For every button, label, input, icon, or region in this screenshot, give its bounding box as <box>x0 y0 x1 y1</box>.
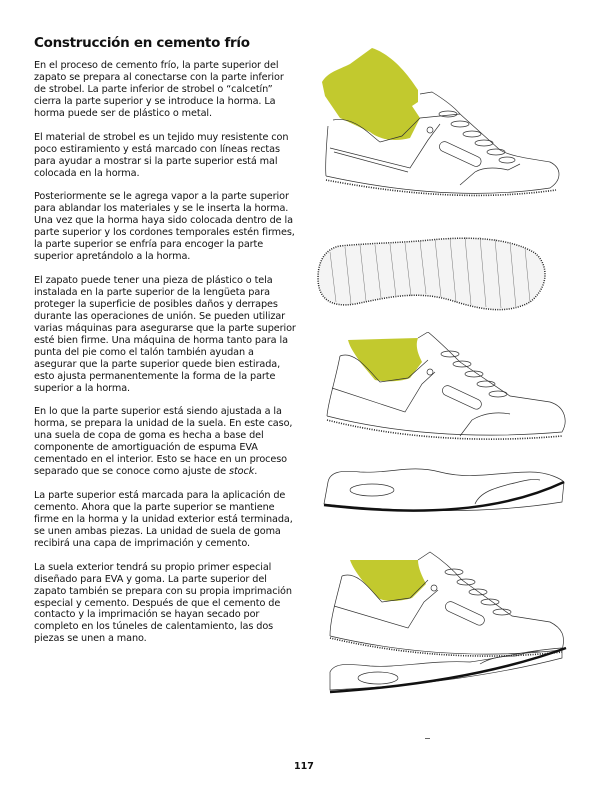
paragraph: El zapato puede tener una pieza de plástico o tela instalada en la parte superior de la lengüeta para proteger la superficie de posibles daños y derrapes durante las operaciones de unión. Se pueden utilizar varias máquinas para asegurarse que la parte superior esté bien firme. Una máquina de horma tanto para la punta del pie como el talón también ayudan a asegurar que la parte superior quede bien estirada, esto ajusta permanentemente la forma de la parte superior a la horma. <box>34 274 296 394</box>
paragraph: Posteriormente se le agrega vapor a la parte superior para ablandar los materiales y se le inserta la horma. Una vez que la horma haya sido colocada dentro de la parte superior y los cordones temporales estén firmes, la parte superior se enfría para encoger la parte superior apretándolo a la horma. <box>34 191 295 263</box>
italic-term: stock <box>229 466 255 478</box>
paragraph: La suela exterior tendrá su propio primer especial diseñado para EVA y goma. La parte superior del zapato también se prepara con su propia imprimación especial y cemento. Después de que el cemento de contacto y la imprimación se hayan secado por completo en los túneles de calentamiento, las dos piezas se unen a mano. <box>34 561 292 645</box>
shoe-upper-with-last-illustration <box>300 40 590 210</box>
body-text-column <box>34 60 296 657</box>
upper-above-sole-unit-illustration <box>300 332 590 532</box>
upper-joined-to-sole-illustration <box>300 540 590 710</box>
strobel-sole-illustration <box>300 218 590 328</box>
page-mark <box>425 738 430 739</box>
paragraph: La parte superior está marcada para la aplicación de cemento. Ahora que la parte superior se mantiene firme en la horma y la unidad exterior está terminada, se unen ambas piezas. La unidad de suela de goma recibirá una capa de imprimación y cemento. <box>34 490 293 549</box>
paragraph: El material de strobel es un tejido muy resistente con poco estiramiento y está marcado con líneas rectas para ayudar a mostrar si la parte superior está mal colocada en la horma. <box>34 131 289 179</box>
illustrations-column <box>300 40 590 740</box>
paragraph-text: En lo que la parte superior está siendo ajustada a la horma, se prepara la unidad de la suela. En este caso, una suela de copa de goma es hecha a base del componente de amortiguación de espuma EVA cementado en el interior. Esto se hace en un proceso separado que se conoce como ajuste de <box>34 406 293 478</box>
paragraph <box>34 406 296 478</box>
page-number: 117 <box>294 761 314 772</box>
paragraph: En el proceso de cemento frío, la parte superior del zapato se prepara al conectarse con la parte inferior de strobel. La parte inferior de strobel o “calcetín” cierra la parte superior y se introduce la horma. La horma puede ser de plástico o metal. <box>34 60 284 119</box>
paragraph-text: . <box>254 466 258 478</box>
page-title: Construcción en cemento frío <box>34 35 250 51</box>
